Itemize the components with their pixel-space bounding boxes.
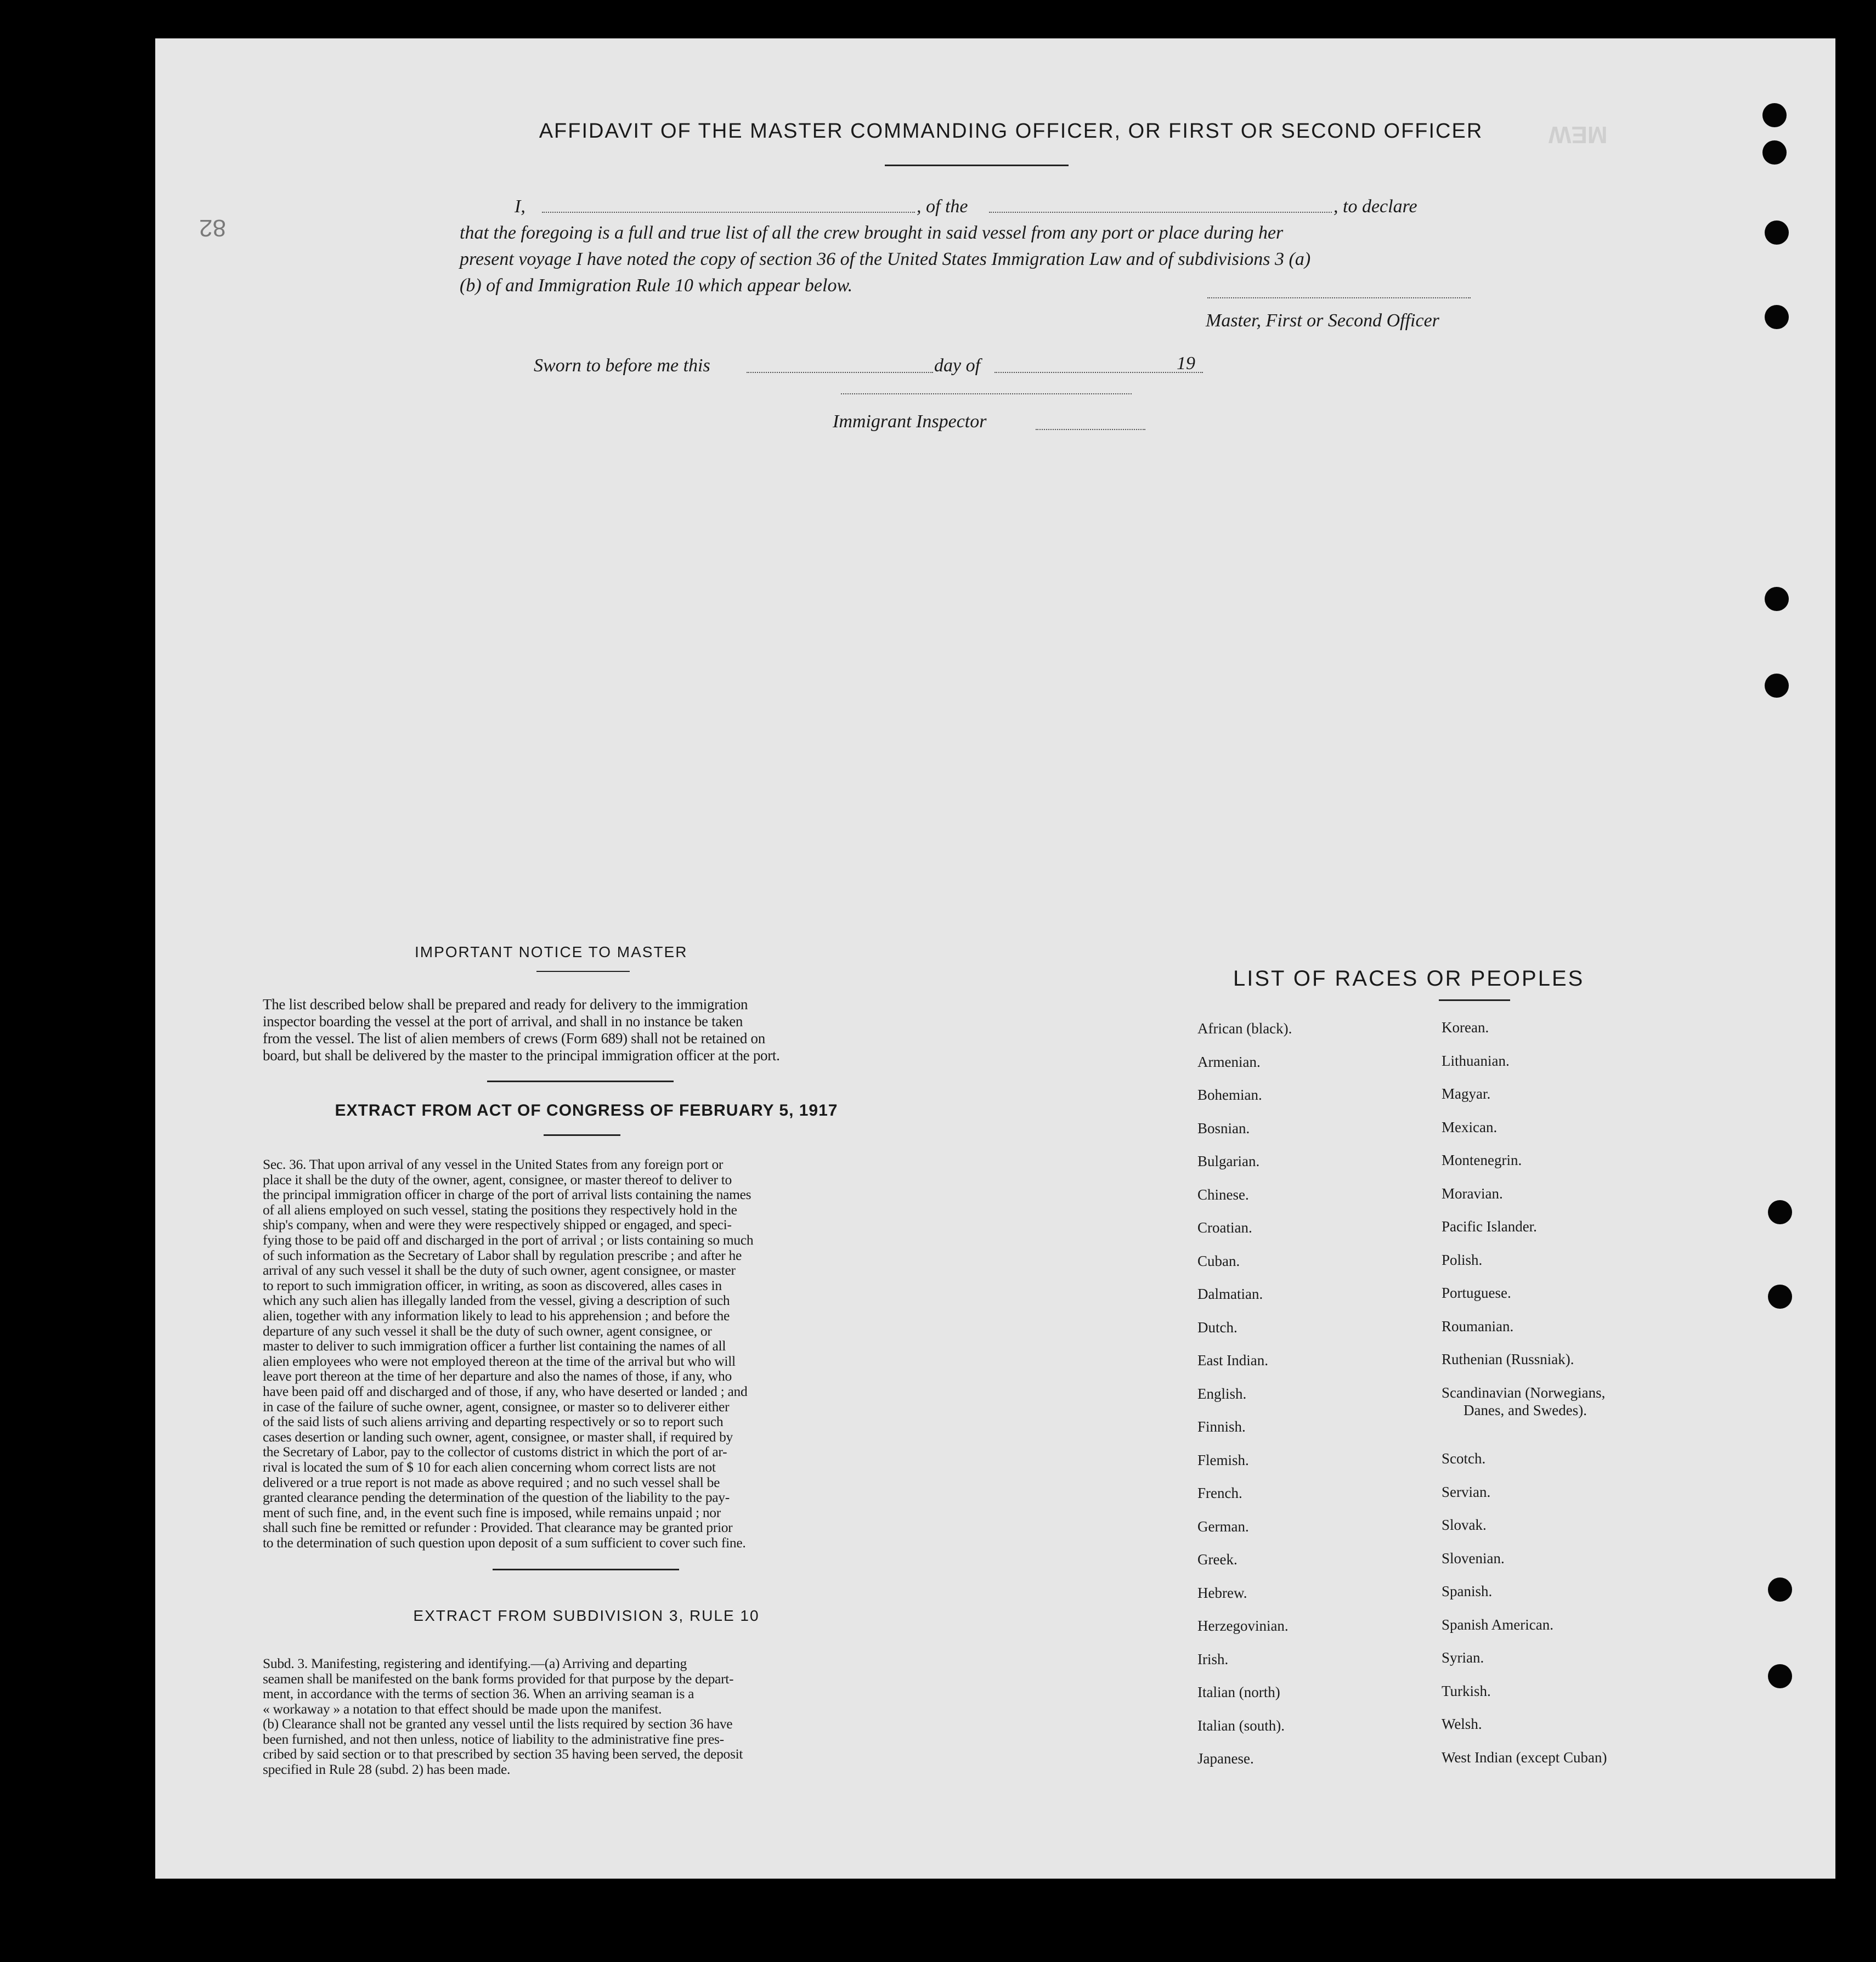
act-line: of all aliens employed on such vessel, stating the positions they respectively hold in the — [263, 1201, 737, 1218]
race-item: Turkish. — [1442, 1682, 1491, 1699]
punch-hole — [1768, 1577, 1792, 1602]
races-title: LIST OF RACES OR PEOPLES — [1233, 966, 1585, 991]
punch-hole — [1768, 1664, 1792, 1688]
act-line: have been paid off and discharged and of those, if any, who have deserted or landed ; and — [263, 1383, 748, 1399]
act-line: shall such fine be remitted or refunder : Provided. That clearance may be granted prior — [263, 1519, 733, 1536]
race-item: Mexican. — [1442, 1118, 1498, 1135]
punch-hole — [1762, 140, 1787, 165]
race-item: Cuban. — [1197, 1252, 1240, 1269]
race-item: English. — [1197, 1385, 1247, 1402]
race-item: African (black). — [1197, 1020, 1292, 1037]
signature-blank — [1207, 296, 1471, 298]
race-item: East Indian. — [1197, 1352, 1268, 1369]
act-line: granted clearance pending the determination of the question of the liability to the pay- — [263, 1489, 730, 1506]
notice-line: from the vessel. The list of alien members of crews (Form 689) shall not be retained on — [263, 1030, 765, 1047]
race-item: Bulgarian. — [1197, 1153, 1260, 1169]
act-line: Sec. 36. That upon arrival of any vessel in the United States from any foreign port or — [263, 1156, 724, 1172]
affidavit-title: AFFIDAVIT OF THE MASTER COMMANDING OFFICER, OR FIRST OR SECOND OFFICER — [539, 120, 1483, 143]
notice-line: The list described below shall be prepared and ready for delivery to the immigration — [263, 996, 748, 1013]
act-line: to report to such immigration officer, in writing, as soon as discovered, alles cases in — [263, 1277, 722, 1293]
race-item: Ruthenian (Russniak). — [1442, 1351, 1574, 1367]
punch-hole — [1765, 220, 1789, 245]
name-blank — [542, 211, 915, 213]
race-item: Syrian. — [1442, 1649, 1484, 1666]
race-item: Dalmatian. — [1197, 1286, 1263, 1302]
race-item: Roumanian. — [1442, 1318, 1514, 1335]
race-item: German. — [1197, 1518, 1249, 1535]
race-item: Italian (south). — [1197, 1717, 1285, 1734]
inspector-blank — [1036, 428, 1145, 430]
race-item: Servian. — [1442, 1483, 1491, 1500]
race-item: Finnish. — [1197, 1418, 1246, 1435]
notice-line: board, but shall be delivered by the master to the principal immigration officer at the port. — [263, 1047, 780, 1064]
rule-line: specified in Rule 28 (subd. 2) has been made. — [263, 1761, 511, 1777]
affidavit-line3: present voyage I have noted the copy of section 36 of the United States Immigration Law and of subdivisions 3 (a) — [460, 249, 1311, 269]
punch-hole — [1765, 674, 1789, 698]
affidavit-line1-i: I, — [515, 196, 525, 217]
rule-title: EXTRACT FROM SUBDIVISION 3, RULE 10 — [413, 1607, 760, 1624]
punch-hole — [1768, 1200, 1792, 1224]
inspector-label: Immigrant Inspector — [833, 411, 987, 432]
race-item: Danes, and Swedes). — [1463, 1402, 1587, 1418]
act-line: place it shall be the duty of the owner, agent, consignee, or master thereof to deliver to — [263, 1171, 732, 1188]
act-line: cases desertion or landing such owner, agent, consignee, or master shall, if required by — [263, 1428, 733, 1445]
punch-hole — [1762, 103, 1787, 127]
affidavit-line2: that the foregoing is a full and true list of all the crew brought in said vessel from any port or place during her — [460, 223, 1284, 243]
rule-line: seamen shall be manifested on the bank forms provided for that purpose by the depart- — [263, 1670, 734, 1687]
race-item: Pacific Islander. — [1442, 1218, 1537, 1235]
rule-line: (b) Clearance shall not be granted any vessel until the lists required by section 36 have — [263, 1716, 733, 1732]
race-item: Welsh. — [1442, 1716, 1482, 1732]
document-page — [155, 38, 1835, 1879]
race-item: Chinese. — [1197, 1186, 1249, 1203]
race-item: Slovenian. — [1442, 1550, 1505, 1567]
affidavit-line1-of-the: , of the — [917, 196, 968, 217]
race-item: Bohemian. — [1197, 1087, 1262, 1103]
act-line: the principal immigration officer in charge of the port of arrival lists containing the names — [263, 1186, 751, 1203]
bleed-through-mark: MEW — [1549, 121, 1608, 148]
sworn-prefix: Sworn to before me this — [534, 355, 710, 376]
act-line: leave port thereon at the time of her departure and also the names of those, if any, who — [263, 1368, 732, 1384]
race-item: Croatian. — [1197, 1219, 1252, 1236]
race-item: Slovak. — [1442, 1517, 1487, 1533]
rule-line: « workaway » a notation to that effect should be made upon the manifest. — [263, 1700, 662, 1717]
race-item: Scotch. — [1442, 1450, 1486, 1467]
race-item: Polish. — [1442, 1251, 1483, 1268]
act-line: of the said lists of such aliens arriving and departing respectively or so to report such — [263, 1413, 724, 1430]
signature-label: Master, First or Second Officer — [1206, 310, 1439, 331]
rule-line: ment, in accordance with the terms of section 36. When an arriving seaman is a — [263, 1686, 694, 1701]
races-underline — [1439, 999, 1510, 1001]
act-line: departure of any such vessel it shall be the duty of such owner, agent consignee, or — [263, 1322, 712, 1339]
notice-divider — [487, 1081, 674, 1082]
act-line: fying those to be paid off and discharged in the port of arrival ; or lists containing so much — [263, 1232, 754, 1248]
sworn-day-of: day of — [934, 355, 981, 376]
act-line: to the determination of such question upon deposit of a sum sufficient to cover such fine. — [263, 1535, 746, 1551]
notice-line: inspector boarding the vessel at the port of arrival, and shall in no instance be taken — [263, 1013, 743, 1030]
race-item: Moravian. — [1442, 1185, 1503, 1202]
act-line: in case of the failure of suche owner, agent, consignee, or master so to deliverer either — [263, 1398, 730, 1415]
punch-hole — [1768, 1285, 1792, 1309]
notice-title: IMPORTANT NOTICE TO MASTER — [415, 943, 688, 960]
title-underline — [885, 165, 1069, 166]
race-item: West Indian (except Cuban) — [1442, 1749, 1607, 1766]
act-line: ship's company, when and were they were respectively shipped or engaged, and speci- — [263, 1217, 732, 1233]
punch-hole — [1765, 305, 1789, 329]
race-item: Irish. — [1197, 1650, 1229, 1667]
act-line: the Secretary of Labor, pay to the collector of customs district in which the port of ar- — [263, 1444, 727, 1460]
affidavit-line1-to-declare: , to declare — [1333, 196, 1417, 217]
sworn-year: 19 — [1177, 353, 1195, 374]
race-item: Bosnian. — [1197, 1119, 1250, 1137]
inspector-signature-blank — [841, 392, 1132, 394]
race-item: Spanish. — [1442, 1583, 1493, 1599]
act-underline — [544, 1134, 620, 1136]
race-item: Herzegovinian. — [1197, 1618, 1289, 1634]
race-item: Lithuanian. — [1442, 1052, 1510, 1069]
race-item: Magyar. — [1442, 1085, 1491, 1102]
rule-line: Subd. 3. Manifesting, registering and identifying.—(a) Arriving and departing — [263, 1655, 687, 1671]
notice-underline — [536, 971, 630, 972]
race-item: Spanish American. — [1442, 1616, 1553, 1633]
affidavit-line4: (b) of and Immigration Rule 10 which appear below. — [460, 275, 853, 296]
act-line: which any such alien has illegally landed from the vessel, giving a description of such — [263, 1292, 730, 1309]
act-line: delivered or a true report is not made as above required ; and no such vessel shall be — [263, 1474, 720, 1490]
race-item: Portuguese. — [1442, 1285, 1511, 1301]
race-item: Scandinavian (Norwegians, — [1442, 1384, 1606, 1401]
act-line: ment of such fine, and, in the event such fine is imposed, while remains unpaid ; nor — [263, 1504, 721, 1520]
act-line: rival is located the sum of $ 10 for each alien concerning whom correct lists are not — [263, 1459, 716, 1475]
race-item: Italian (north) — [1197, 1684, 1280, 1700]
race-item: Japanese. — [1197, 1750, 1254, 1767]
act-line: alien employees who were not employed thereon at the time of the arrival but who will — [263, 1353, 736, 1369]
vessel-blank — [989, 211, 1332, 213]
race-item: Armenian. — [1197, 1053, 1261, 1070]
punch-hole — [1765, 587, 1789, 611]
race-item: French. — [1197, 1485, 1242, 1501]
race-item: Greek. — [1197, 1551, 1238, 1568]
margin-page-number: 82 — [199, 214, 226, 241]
race-item: Hebrew. — [1197, 1584, 1247, 1601]
race-item: Korean. — [1442, 1019, 1489, 1036]
race-item: Montenegrin. — [1442, 1152, 1522, 1168]
act-line: of such information as the Secretary of Labor shall by regulation prescribe ; and after he — [263, 1247, 742, 1263]
rule-line: been furnished, and not then unless, notice of liability to the administrative fine pres- — [263, 1731, 724, 1747]
sworn-month-blank — [994, 371, 1203, 373]
act-divider — [493, 1569, 679, 1570]
act-line: alien, together with any information likely to lead to his apprehension ; and before the — [263, 1308, 730, 1324]
rule-line: cribed by said section or to that prescribed by section 35 having been served, the deposit — [263, 1746, 743, 1762]
race-item: Flemish. — [1197, 1451, 1249, 1468]
act-line: arrival of any such vessel it shall be the duty of such owner, agent consignee, or master — [263, 1262, 736, 1279]
sworn-date-blank — [747, 371, 933, 373]
act-line: master to deliver to such immigration officer a further list containing the names of all — [263, 1338, 726, 1354]
race-item: Dutch. — [1197, 1319, 1238, 1336]
act-title: EXTRACT FROM ACT OF CONGRESS OF FEBRUARY 5, 1917 — [335, 1101, 838, 1119]
